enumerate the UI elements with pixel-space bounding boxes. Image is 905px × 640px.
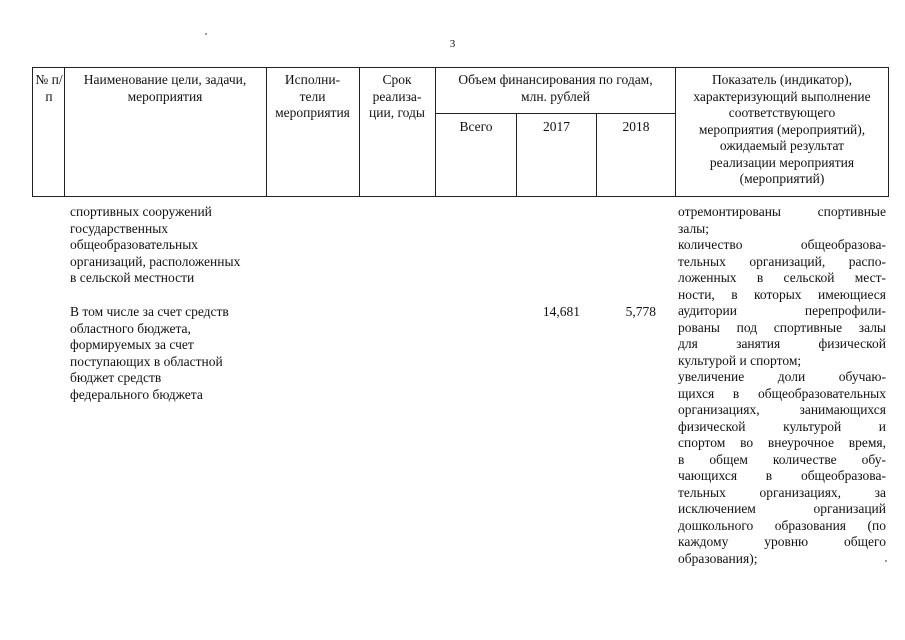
indicator-line: тельных организациях, за: [678, 484, 886, 500]
funding-subheader-border: [435, 113, 675, 114]
indicator-line: в общем количестве обу-: [678, 451, 886, 467]
indicator-line: увеличение доли обучаю-: [678, 369, 886, 384]
indicator-line: щихся в общеобразовательных: [678, 385, 886, 401]
header-funding: Объем финансирования по годам, млн. рублей: [458, 72, 653, 104]
header-total: Всего: [459, 119, 493, 134]
name-line: государственных: [70, 220, 169, 236]
indicator-line: количество общеобразова-: [678, 237, 886, 252]
table-top-border: [32, 67, 888, 68]
col-border: [888, 67, 889, 197]
indicator-line: тельных организаций, распо-: [678, 253, 886, 269]
name-line: федерального бюджета: [70, 386, 203, 402]
row-1-name: [70, 204, 270, 287]
header-term: Срок реализа- ции, годы: [369, 72, 425, 120]
name-line: организаций, расположенных: [70, 253, 241, 269]
col-border: [64, 67, 65, 197]
indicator-line: исключением организаций: [678, 501, 886, 516]
indicator-line: спортом во внеурочное время,: [678, 435, 886, 450]
scan-speck: [205, 33, 207, 35]
header-indicator: Показатель (индикатор), характеризующий выполнение соответствующего мероприятия (мероприятий), ожидаемый результат реализации мероприятия (мероприятий): [693, 72, 871, 186]
header-bottom-border: [32, 196, 888, 197]
col-border: [32, 67, 33, 197]
name-line: поступающих в областной: [70, 353, 223, 369]
indicator-line: каждому уровню общего: [678, 534, 886, 549]
header-year-2018: 2018: [622, 119, 650, 134]
indicator-line: чающихся в общеобразова-: [678, 468, 886, 483]
header-num: № п/п: [35, 72, 63, 104]
indicator-line: ности, в которых имеющиеся: [678, 286, 886, 302]
name-line: бюджет средств: [70, 370, 162, 385]
name-line: спортивных сооружений: [70, 204, 212, 219]
indicator-line: образования);: [678, 550, 758, 566]
header-executors: Исполни- тели мероприятия: [275, 72, 350, 120]
name-line: В том числе за счет средств: [70, 304, 229, 319]
header-year-2017: 2017: [543, 119, 570, 134]
indicator-line: для занятия физической: [678, 336, 886, 351]
row-2-name: [70, 304, 270, 403]
indicator-line: физической культурой и: [678, 418, 886, 434]
indicator-text: [678, 204, 886, 567]
indicator-line: ложенных в сельской мест-: [678, 270, 886, 285]
page-number: 3: [449, 38, 456, 50]
name-line: областного бюджета,: [70, 320, 191, 336]
indicator-line: культурой и спортом;: [678, 352, 802, 368]
name-line: формируемых за счет: [70, 337, 194, 352]
indicator-line: рованы под спортивные залы: [678, 319, 886, 335]
indicator-line: залы;: [678, 220, 710, 236]
name-line: в сельской местности: [70, 270, 195, 285]
scan-speck: [885, 560, 887, 562]
row-2-value-2017: 14,681: [542, 304, 580, 319]
indicator-line: дошкольного образования (по: [678, 517, 886, 533]
name-line: общеобразовательных: [70, 237, 199, 252]
row-2-value-2018: 5,778: [625, 304, 656, 319]
indicator-line: отремонтированы спортивные: [678, 204, 886, 219]
indicator-line: организациях, занимающихся: [678, 402, 886, 417]
header-name: Наименование цели, задачи, мероприятия: [83, 72, 247, 104]
indicator-line: аудитории перепрофили-: [678, 303, 886, 318]
